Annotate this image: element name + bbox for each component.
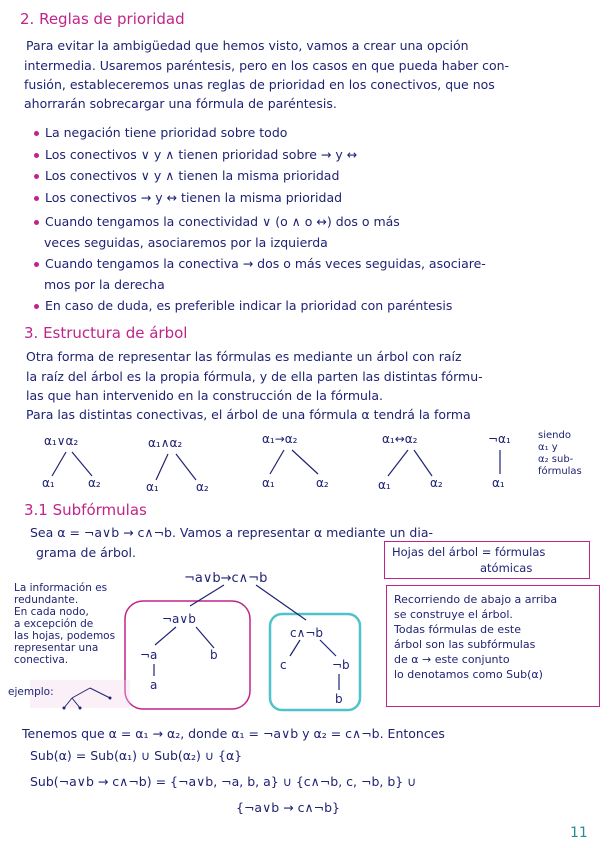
section-3-heading: 3. Estructura de árbol [24,324,188,342]
redundancy-note: La información es redundante. En cada nodo, a excepción de las hojas, podemos representar una conectiva. [14,582,116,666]
tree-root-formula: ¬a∨b→c∧¬b [184,571,268,586]
tree-leaf: α₂ [88,476,101,490]
sec2-para-line: intermedia. Usaremos paréntesis, pero en los casos en que pueda haber con- [24,58,510,73]
sec3-para-line: Otra forma de representar las fórmulas es mediante un árbol con raíz [26,349,462,364]
sec3-para-line: las que han intervenido en la construcción de la fórmula. [26,388,384,403]
sec2-para-line: fusión, estableceremos unas reglas de prioridad en los conectivos, que nos [24,77,495,92]
tree-leaf: α₂ [430,476,443,490]
tree-leaf: α₁ [378,478,391,492]
tree-node: b [210,648,218,662]
tree-node: ¬a∨b [162,612,196,626]
sec3-para-line: Para las distintas conectivas, el árbol de una fórmula α tendrá la forma [26,407,471,422]
sec2-para-line: Para evitar la ambigüedad que hemos visto, vamos a crear una opción [26,38,469,53]
equation-line: {¬a∨b → c∧¬b} [236,800,340,815]
tree-node: ¬a [140,648,158,662]
sec31-line: grama de árbol. [36,545,136,560]
section-3-1-heading: 3.1 Subfórmulas [24,501,147,519]
bullet-item-cont: veces seguidas, asociaremos por la izquierda [44,235,328,250]
tree-root: α₁→α₂ [262,432,298,446]
bullet-item: Los conectivos ∨ y ∧ tienen la misma prioridad [34,168,339,183]
bullet-item: Cuando tengamos la conectividad ∨ (o ∧ o ↔) dos o más [34,214,400,229]
tree-leaf: α₁ [42,476,55,490]
tree-root: α₁∧α₂ [148,436,183,450]
sec2-para-line: ahorrarán sobrecargar una fórmula de paréntesis. [24,96,337,111]
equation-line: Tenemos que α = α₁ → α₂, donde α₁ = ¬a∨b y α₂ = c∧¬b. Entonces [22,726,445,741]
tree-leaf: α₂ [196,480,209,494]
bullet-item-cont: mos por la derecha [44,277,165,292]
tree-node: c [280,658,287,672]
tree-root: α₁∨α₂ [44,434,79,448]
bullet-item: Cuando tengamos la conectiva → dos o más veces seguidas, asociare- [34,256,486,271]
sec31-line: Sea α = ¬a∨b → c∧¬b. Vamos a representar α mediante un dia- [30,525,433,540]
tree-node: c∧¬b [290,626,324,640]
page-number: 11 [570,825,588,841]
tree-node: a [150,678,158,692]
tree-node: ¬b [332,658,350,672]
tree-leaf: α₁ [492,476,505,490]
tree-leaf: α₁ [262,476,275,490]
tree-root: α₁↔α₂ [382,432,418,446]
bullet-item: Los conectivos ∨ y ∧ tienen prioridad sobre → y ↔ [34,147,357,162]
leaf-definition: atómicas [480,561,533,575]
tree-side-note: siendo α₁ y α₂ sub- fórmulas [538,430,582,477]
tree-leaf: α₂ [316,476,329,490]
subformulas-note: Recorriendo de abajo a arriba se construye el árbol. Todas fórmulas de este árbol son las subfórmulas de α → este conjunto lo denotamos como Sub(α) [394,593,558,681]
tree-leaf: α₁ [146,480,159,494]
example-mini-tree [54,684,126,712]
equation-line: Sub(¬a∨b → c∧¬b) = {¬a∨b, ¬a, b, a} ∪ {c∧¬b, c, ¬b, b} ∪ [30,774,417,789]
equation-line: Sub(α) = Sub(α₁) ∪ Sub(α₂) ∪ {α} [30,748,243,763]
example-label: ejemplo: [8,686,54,698]
section-2-heading: 2. Reglas de prioridad [20,10,185,28]
tree-node: b [335,692,343,706]
bullet-item: En caso de duda, es preferible indicar la prioridad con paréntesis [34,298,452,313]
bullet-item: La negación tiene prioridad sobre todo [34,125,287,140]
leaf-definition: Hojas del árbol = fórmulas [392,545,546,559]
sec3-para-line: la raíz del árbol es la propia fórmula, y de ella parten las distintas fórmu- [26,369,483,384]
tree-root: ¬α₁ [488,432,511,446]
bullet-item: Los conectivos → y ↔ tienen la misma prioridad [34,190,342,205]
